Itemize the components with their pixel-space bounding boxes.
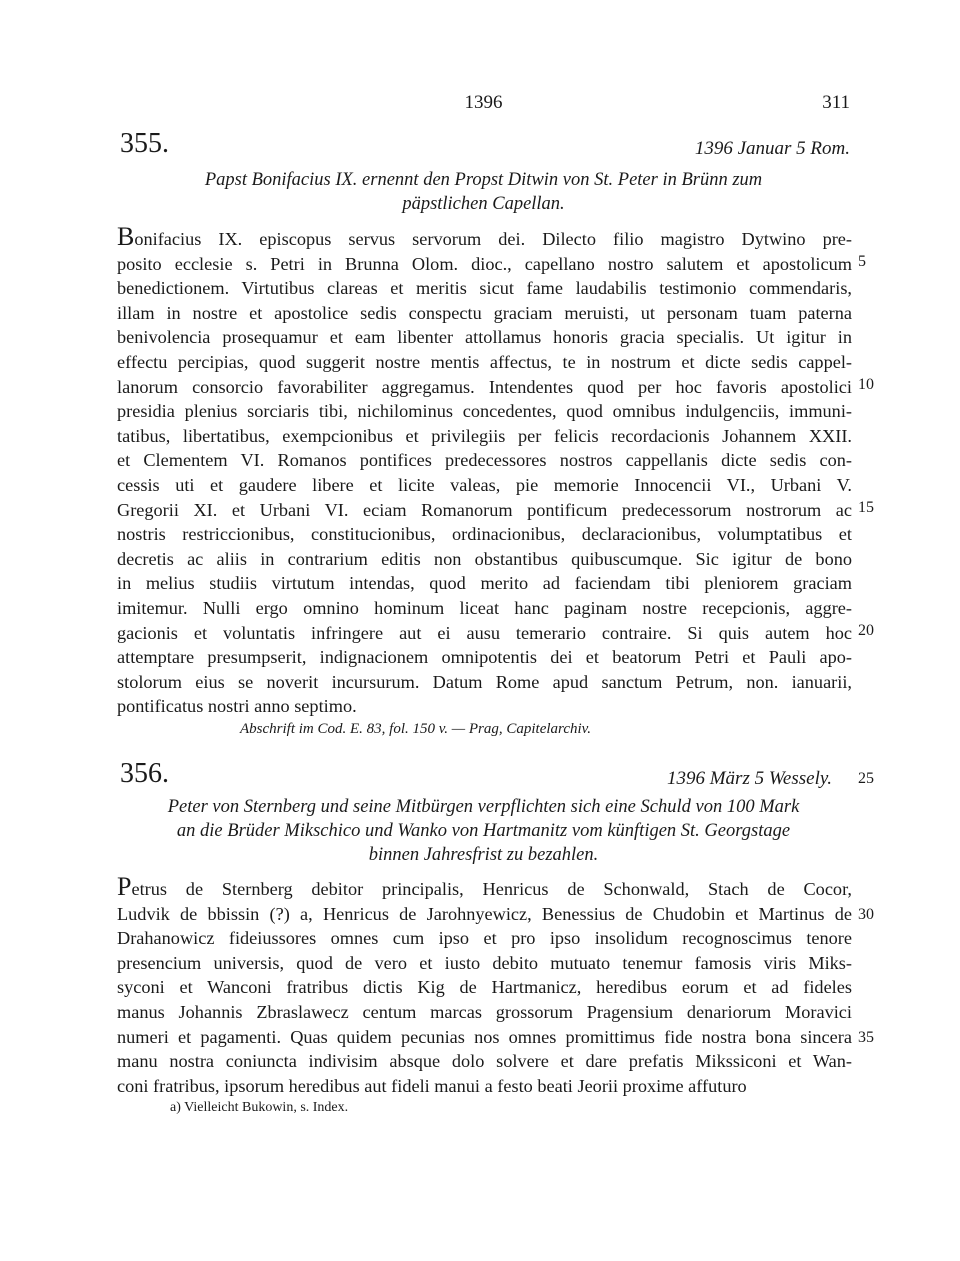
text-line: manus Johannis Zbraslawecz centum marcas grossorum Pragensium denariorum Moravici [117,1001,852,1022]
margin-line-number: 20 [858,622,874,639]
footnote: a) Vielleicht Bukowin, s. Index. [170,1100,349,1115]
document-date-355: 1396 Januar 5 Rom. [694,138,850,159]
margin-line-number: 15 [858,499,874,516]
text-line: tatibus, libertatibus, exempcionibus et privilegiis per felicis recordacionis Johannem XXII. [117,425,852,446]
page-number: 311 [822,92,850,113]
text-line: stolorum eius se noverit incursurum. Datum Rome apud sanctum Petrum, non. ianuarii, [117,671,852,692]
text-line: effectu percipias, quod suggerit nostre mentis affectus, te in nostrum et dicte sedis cappel- [117,351,852,372]
summary-line: Peter von Sternberg und seine Mitbürgen verpflichten sich eine Schuld von 100 Mark [167,797,800,817]
margin-line-number: 30 [858,906,874,923]
text-line: illam in nostre et apostolice sedis conspectu graciam meruisti, ut personam tuam paterna [117,302,852,323]
text-line: attemptare presumpserit, indignacionem omnipotentis dei et beatorum Petri et Pauli apo- [117,647,852,668]
text-line: nostris restriccionibus, constitucionibus, ordinacionibus, declaracionibus, volumptatibus et [117,524,852,545]
text-line: presidia plenius sorciaris tibi, nichilominus concedentes, quod omnibus indulgenciis, immuni- [117,401,852,422]
running-header [117,92,850,118]
text-line: gacionis et voluntatis infringere aut ei ausu temerario contraire. Si quis autem hoc [117,622,852,643]
text-line: presencium universis, quod de vero et iusto debito mutuato tenemur famosis viris Miks- [117,952,852,973]
document-number-356: 356. [120,758,169,789]
text-line: imitemur. Nulli ergo omnino hominum liceat hanc paginam nostre recepcionis, aggre- [117,597,852,618]
summary-line: binnen Jahresfrist zu bezahlen. [368,845,599,865]
initial-letter: P [117,872,132,901]
document-number-355: 355. [120,128,169,159]
text-line: benedictionem. Virtutibus clareas et meritis sicut fame laudabilis testimonio commendaris, [117,278,852,299]
margin-line-number: 35 [858,1029,874,1046]
text-line: numeri et pagamenti. Quas quidem pecunias nos omnes promittimus fide nostra bona sincera [117,1026,852,1047]
text-line: syconi et Wanconi fratribus dictis Kig de Hartmanicz, heredibus eorum et ad fideles [117,977,852,998]
document-text-356 [117,872,852,1098]
text-line: decretis ac aliis in contrarium editis non obstantibus quibuscumque. Sic igitur de bono [117,548,852,569]
text-line: cessis uti et gaudere libere et licite valeas, pie memorie Innocencii VI., Urbani V. [117,474,852,495]
text-line: et Clementem VI. Romanos pontifices predecessores nostros cappellanis dicte sedis con- [117,450,852,471]
source-note-355: Abschrift im Cod. E. 83, fol. 150 v. — Prag, Capitelarchiv. [240,721,591,737]
text-line: manu nostra coniuncta indivisim absque dolo solvere et dare prefatis Mikssiconi et Wan- [117,1051,852,1072]
document-summary-355 [117,168,850,216]
text-line: in melius studiis virtutum intendas, quod merito ad faciendam tibi pleniorem graciam [117,573,852,594]
header-year: 1396 [464,92,503,113]
text-line: coni fratribus, ipsorum heredibus aut fideli manui a festo beati Jeorii proxime affuturo [117,1075,747,1096]
text-line: pontificatus nostri anno septimo. [117,696,357,717]
text-line: Ludvik de bbissin (?) a, Henricus de Jarohnyewicz, Benessius de Chudobin et Martinus de [117,903,852,924]
document-date-356: 1396 März 5 Wessely. [666,768,832,789]
summary-line: päpstlichen Capellan. [402,194,565,214]
text-line: Bonifacius IX. episcopus servus servorum dei. Dilecto filio magistro Dytwino pre- [117,222,852,251]
margin-line-number: 25 [858,770,874,787]
document-text-355 [117,222,852,719]
text-line: Gregorii XI. et Urbani VI. eciam Romanorum pontificum predecessorum nostrorum ac [117,499,852,520]
text-line: lanorum consorcio favorabiliter aggregamus. Intendentes quod per hoc favoris apostolici [117,376,852,397]
text-line: Petrus de Sternberg debitor principalis, Henricus de Schonwald, Stach de Cocor, [117,872,852,901]
margin-line-number: 10 [858,376,874,393]
text-line: Drahanowicz fideiussores omnes cum ipso et pro ipso insolidum recognoscimus tenore [117,928,852,949]
summary-line: Papst Bonifacius IX. ernennt den Propst Ditwin von St. Peter in Brünn zum [204,170,763,190]
text-line: benivolencia prosequamur et eam libenter attollamus honoris gracia specialis. Ut igitur in [117,327,852,348]
margin-line-number: 5 [858,253,866,270]
summary-line: an die Brüder Mikschico und Wanko von Hartmanitz vom künftigen St. Georgstage [176,821,791,841]
initial-letter: B [117,222,135,251]
text-line: posito ecclesie s. Petri in Brunna Olom. dioc., capellano nostro salutem et apostolicum [117,253,852,274]
document-summary-356 [117,795,850,867]
